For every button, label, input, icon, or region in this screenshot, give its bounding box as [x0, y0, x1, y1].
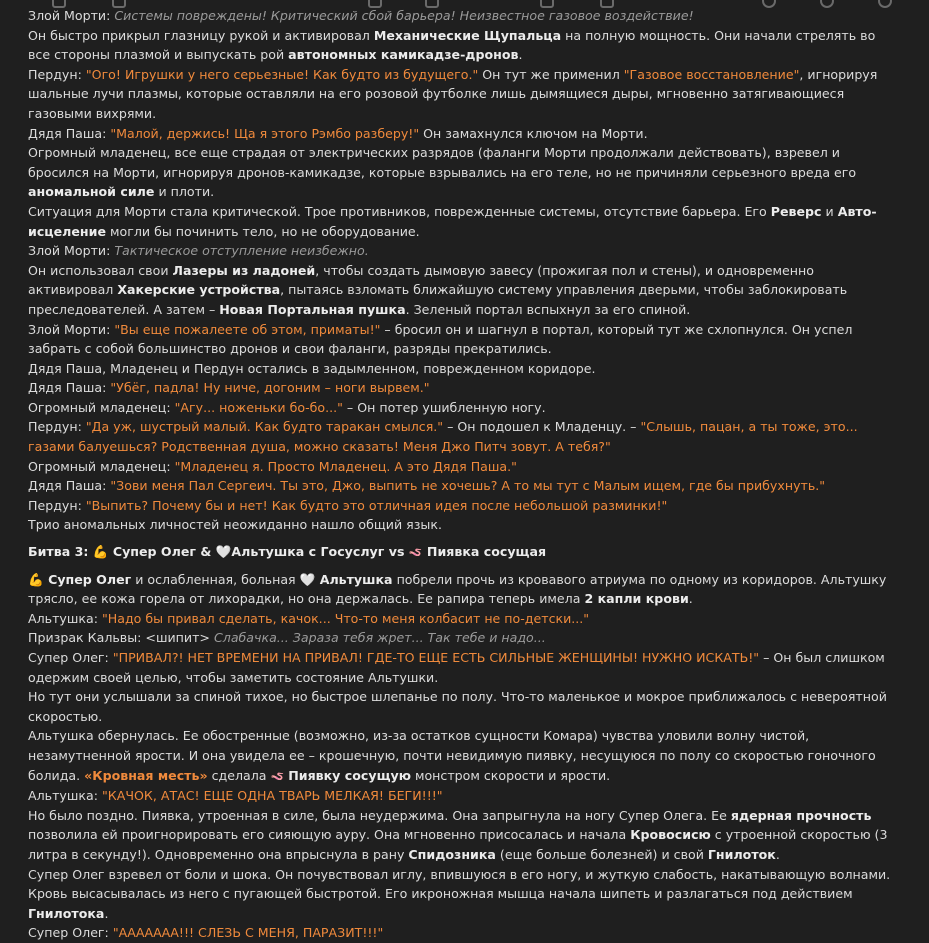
text-run: "Агу... ноженьки бо-бо..." [174, 399, 343, 415]
paragraph [28, 570, 900, 609]
text-run: . Зеленый портал вспыхнул за его спиной. [405, 301, 691, 317]
paragraph [28, 124, 900, 144]
text-run: "Малой, держись! Ща я этого Рэмбо разберу!" [110, 125, 420, 141]
paragraph [28, 378, 900, 398]
paragraph [28, 609, 900, 629]
text-run: Альтушка: [28, 610, 102, 626]
text-run: Супер Олег: [28, 925, 113, 941]
text-run: . [775, 846, 780, 862]
text-run: Системы повреждены! Критический сбой барьера! Неизвестное газовое воздействие! [114, 8, 694, 23]
paragraph [28, 241, 900, 261]
emoji-icon: 🤍 [215, 544, 232, 560]
text-run: "Выпить? Почему бы и нет! Как будто это отличная идея после небольшой разминки!" [85, 497, 668, 513]
text-run: Он замахнулся ключом на Морти. [419, 125, 648, 141]
text-run: "ПРИВАЛ?! НЕТ ВРЕМЕНИ НА ПРИВАЛ! ГДЕ-ТО ЕЩЕ ЕСТЬ СИЛЬНЫЕ ЖЕНЩИНЫ! НУЖНО ИСКАТЬ!" [112, 650, 760, 665]
text-run: Гнилоток [707, 846, 776, 862]
text-run: Пиявку сосущую [288, 767, 411, 783]
paragraph [28, 865, 900, 924]
text-run: , чтобы создать дымовую завесу (прожигая пол и стены), и одновременно активировал [28, 262, 814, 298]
text-run: Битва 3: [28, 544, 93, 560]
text-run: "Слышь, пацан, а ты тоже, это... газами балуешься? Родственная душа, можно сказать! Меня Джо Питч зовут. А тебя?" [28, 419, 858, 455]
text-run: "Зови меня Пал Сергеич. Ты это, Джо, выпить не хочешь? А то мы тут с Малым ищем, где бы прибухнуть." [110, 478, 826, 494]
text-run: Механические Щупальца [373, 27, 562, 43]
text-run: и [821, 203, 838, 219]
text-run: побрели прочь из кровавого атриума по одному из коридоров. Альтушку трясло, ее кожа горела от лихорадки, но она держалась. Ее рапира теперь имела [28, 571, 887, 607]
story-section-1 [28, 6, 900, 535]
text-run: "Надо бы привал сделать, качок... Что-то меня колбасит не по-детски..." [101, 610, 590, 626]
text-run: позволила ей проигнорировать его сияющую ауру. Она мгновенно присосалась и начала [28, 827, 631, 843]
paragraph [28, 786, 900, 806]
text-run: Злой Морти: [28, 243, 115, 259]
text-run: Трио аномальных личностей неожиданно нашло общий язык. [28, 517, 442, 533]
text-run: . [688, 591, 693, 607]
text-run: Альтушка обернулась. Ее обостренные (возможно, из-за остатков сущности Комара) чувства уловили волну чистой, незамутненной ярости. И она увидела ее – крошечную, почти невидимую пиявку, несущуюся по полу со скоростью гоночного болида. [28, 728, 876, 783]
text-run: Супер Олег [43, 571, 132, 587]
text-run: Спидозника [408, 846, 496, 862]
text-run: Новая Портальная пушка [219, 301, 406, 317]
text-run: Альтушка: [28, 788, 102, 804]
text-run: "Младенец я. Просто Младенец. А это Дядя Паша." [174, 458, 517, 474]
text-run: Огромный младенец: [28, 458, 175, 474]
text-run: (еще больше болезней) и свой [495, 846, 708, 862]
text-run: 2 капли крови [584, 591, 689, 607]
emoji-icon: 🤍 [299, 571, 316, 587]
paragraph [28, 6, 900, 26]
paragraph [28, 628, 900, 648]
text-run: Он тут же применил [478, 66, 624, 82]
text-run: Пиявка сосущая [422, 544, 547, 560]
emoji-icon: 💪 [92, 544, 109, 560]
text-run: ядерная прочность [730, 807, 872, 823]
text-run: Огромный младенец: [28, 399, 175, 415]
text-run: , пытаясь взломать ближайшую систему управления дверьми, чтобы заблокировать преследователей. А затем – [28, 282, 848, 317]
text-run: – Он потер ушибленную ногу. [342, 399, 546, 415]
text-run: Кровосисю [630, 827, 711, 843]
text-run: "Вы еще пожалеете об этом, приматы!" [114, 321, 381, 337]
text-run: Дядя Паша: [28, 478, 111, 494]
text-run: "КАЧОК, АТАС! ЕЩЕ ОДНА ТВАРЬ МЕЛКАЯ! БЕГИ!!!" [101, 788, 443, 804]
story-section-2 [28, 570, 900, 943]
text-run: Но тут они услышали за спиной тихое, но быстрое шлепанье по полу. Что-то маленькое и мокрое приближалось с невероятной скоростью. [28, 689, 887, 724]
paragraph [28, 261, 900, 320]
paragraph [28, 457, 900, 477]
text-run: – бросил он и шагнул в портал, который тут же схлопнулся. Он успел забрать с собой большинство дронов и свои фаланги, разряды прекратились. [28, 321, 853, 357]
paragraph [28, 398, 900, 418]
text-run: Дядя Паша: [28, 125, 111, 141]
paragraph [28, 320, 900, 359]
text-run: Он использовал свои [28, 262, 173, 278]
paragraph [28, 202, 900, 241]
text-run: Дядя Паша, Младенец и Пердун остались в задымленном, поврежденном коридоре. [28, 360, 596, 376]
text-run: . [104, 905, 109, 921]
text-run: с утроенной скоростью (3 литра в секунду!). Одновременно она впрыснула в рану [28, 827, 888, 862]
paragraph [28, 515, 900, 535]
text-run: "Да уж, шустрый малый. Как будто таракан смылся." [85, 419, 444, 435]
text-run: . [518, 47, 523, 63]
text-run: , игнорируя шальные лучи плазмы, которые оставляли на его розовой футболке лишь дымящиеся дыры, мгновенно затягивающиеся газовыми вихрями. [28, 66, 878, 121]
paragraph [28, 923, 900, 943]
paragraph [28, 496, 900, 516]
text-run: Огромный младенец, все еще страдая от электрических разрядов (фаланги Морти продолжали действовать), взревел и бросился на Морти, игнорируя дронов-камикадзе, которые взрывались на его теле, но не причиняли серьезного вреда его [28, 145, 857, 180]
text-run: Тактическое отступление неизбежно. [114, 243, 369, 259]
text-run: Пердун: [28, 419, 86, 435]
paragraph [28, 417, 900, 456]
text-run: Призрак Кальвы: <шипит> [28, 630, 214, 646]
paragraph [28, 65, 900, 124]
text-run: на полную мощность. Они начали стрелять во все стороны плазмой и выпускать рой [28, 27, 876, 63]
text-run: Лазеры из ладоней [172, 262, 316, 278]
text-run: Ситуация для Морти стала критической. Трое противников, поврежденные системы, отсутствие барьера. Его [28, 203, 771, 219]
chat-message-body [28, 6, 900, 943]
text-run: Супер Олег: [28, 650, 113, 665]
text-run: Дядя Паша: [28, 380, 111, 396]
text-run: Злой Морти: [28, 8, 115, 23]
text-run: «Кровная месть» [84, 767, 208, 783]
text-run: Гнилотока [28, 905, 105, 921]
emoji-icon: 🪱 [270, 769, 285, 783]
text-run: Пердун: [28, 66, 86, 82]
paragraph [28, 143, 900, 202]
text-run: "Ого! Игрушки у него серьезные! Как будто из будущего." [85, 66, 479, 82]
text-run: Супер Олег & [108, 544, 216, 560]
text-run: – Он подошел к Младенцу. – [443, 419, 641, 435]
battle-heading [28, 542, 900, 563]
text-run: Реверс [770, 203, 822, 219]
text-run: Слабачка... Зараза тебя жрет... Так тебе и надо... [213, 630, 546, 646]
paragraph [28, 26, 900, 65]
text-run: – Он был слишком одержим своей целью, чтобы заметить состояние Альтушки. [28, 650, 885, 685]
text-run: Альтушка [315, 571, 393, 587]
text-run: Супер Олег взревел от боли и шока. Он почувствовал иглу, впившуюся в его ногу, и жуткую слабость, накатывающую волнами. Кровь высасывалась из него с пугающей быстротой. Его икроножная мышца начала шипеть и разлагаться под действием [28, 866, 891, 902]
text-run: Он быстро прикрыл глазницу рукой и активировал [28, 27, 374, 43]
text-run: аномальной силе [28, 184, 155, 200]
emoji-icon: 💪 [28, 571, 44, 587]
text-run: Злой Морти: [28, 321, 115, 337]
paragraph [28, 687, 900, 726]
text-run: Пердун: [28, 497, 86, 513]
paragraph [28, 476, 900, 496]
text-run: "ААААААА!!! СЛЕЗЬ С МЕНЯ, ПАРАЗИТ!!!" [112, 925, 384, 941]
paragraph [28, 359, 900, 379]
paragraph [28, 648, 900, 687]
text-run: Альтушка с Госуслуг vs [231, 544, 409, 560]
emoji-icon: 🪱 [408, 546, 423, 560]
text-run: и ослабленная, больная [131, 571, 300, 587]
text-run: Но было поздно. Пиявка, утроенная в силе, была неудержима. Она запрыгнула на ногу Супер Олега. Ее [28, 807, 731, 823]
text-run: Хакерские устройства [117, 282, 281, 298]
text-run: монстром скорости и ярости. [410, 767, 611, 783]
text-run: и плоти. [154, 184, 215, 200]
text-run: автономных камикадзе-дронов [288, 47, 519, 63]
text-run: могли бы починить тело, но не оборудование. [106, 223, 420, 239]
text-run: "Газовое восстановление" [623, 66, 800, 82]
text-run: сделала [207, 767, 271, 783]
text-run: "Убёг, падла! Ну ниче, догоним – ноги вырвем." [110, 380, 430, 396]
text-run: Авто-исцеление [28, 203, 877, 239]
paragraph [28, 726, 900, 786]
